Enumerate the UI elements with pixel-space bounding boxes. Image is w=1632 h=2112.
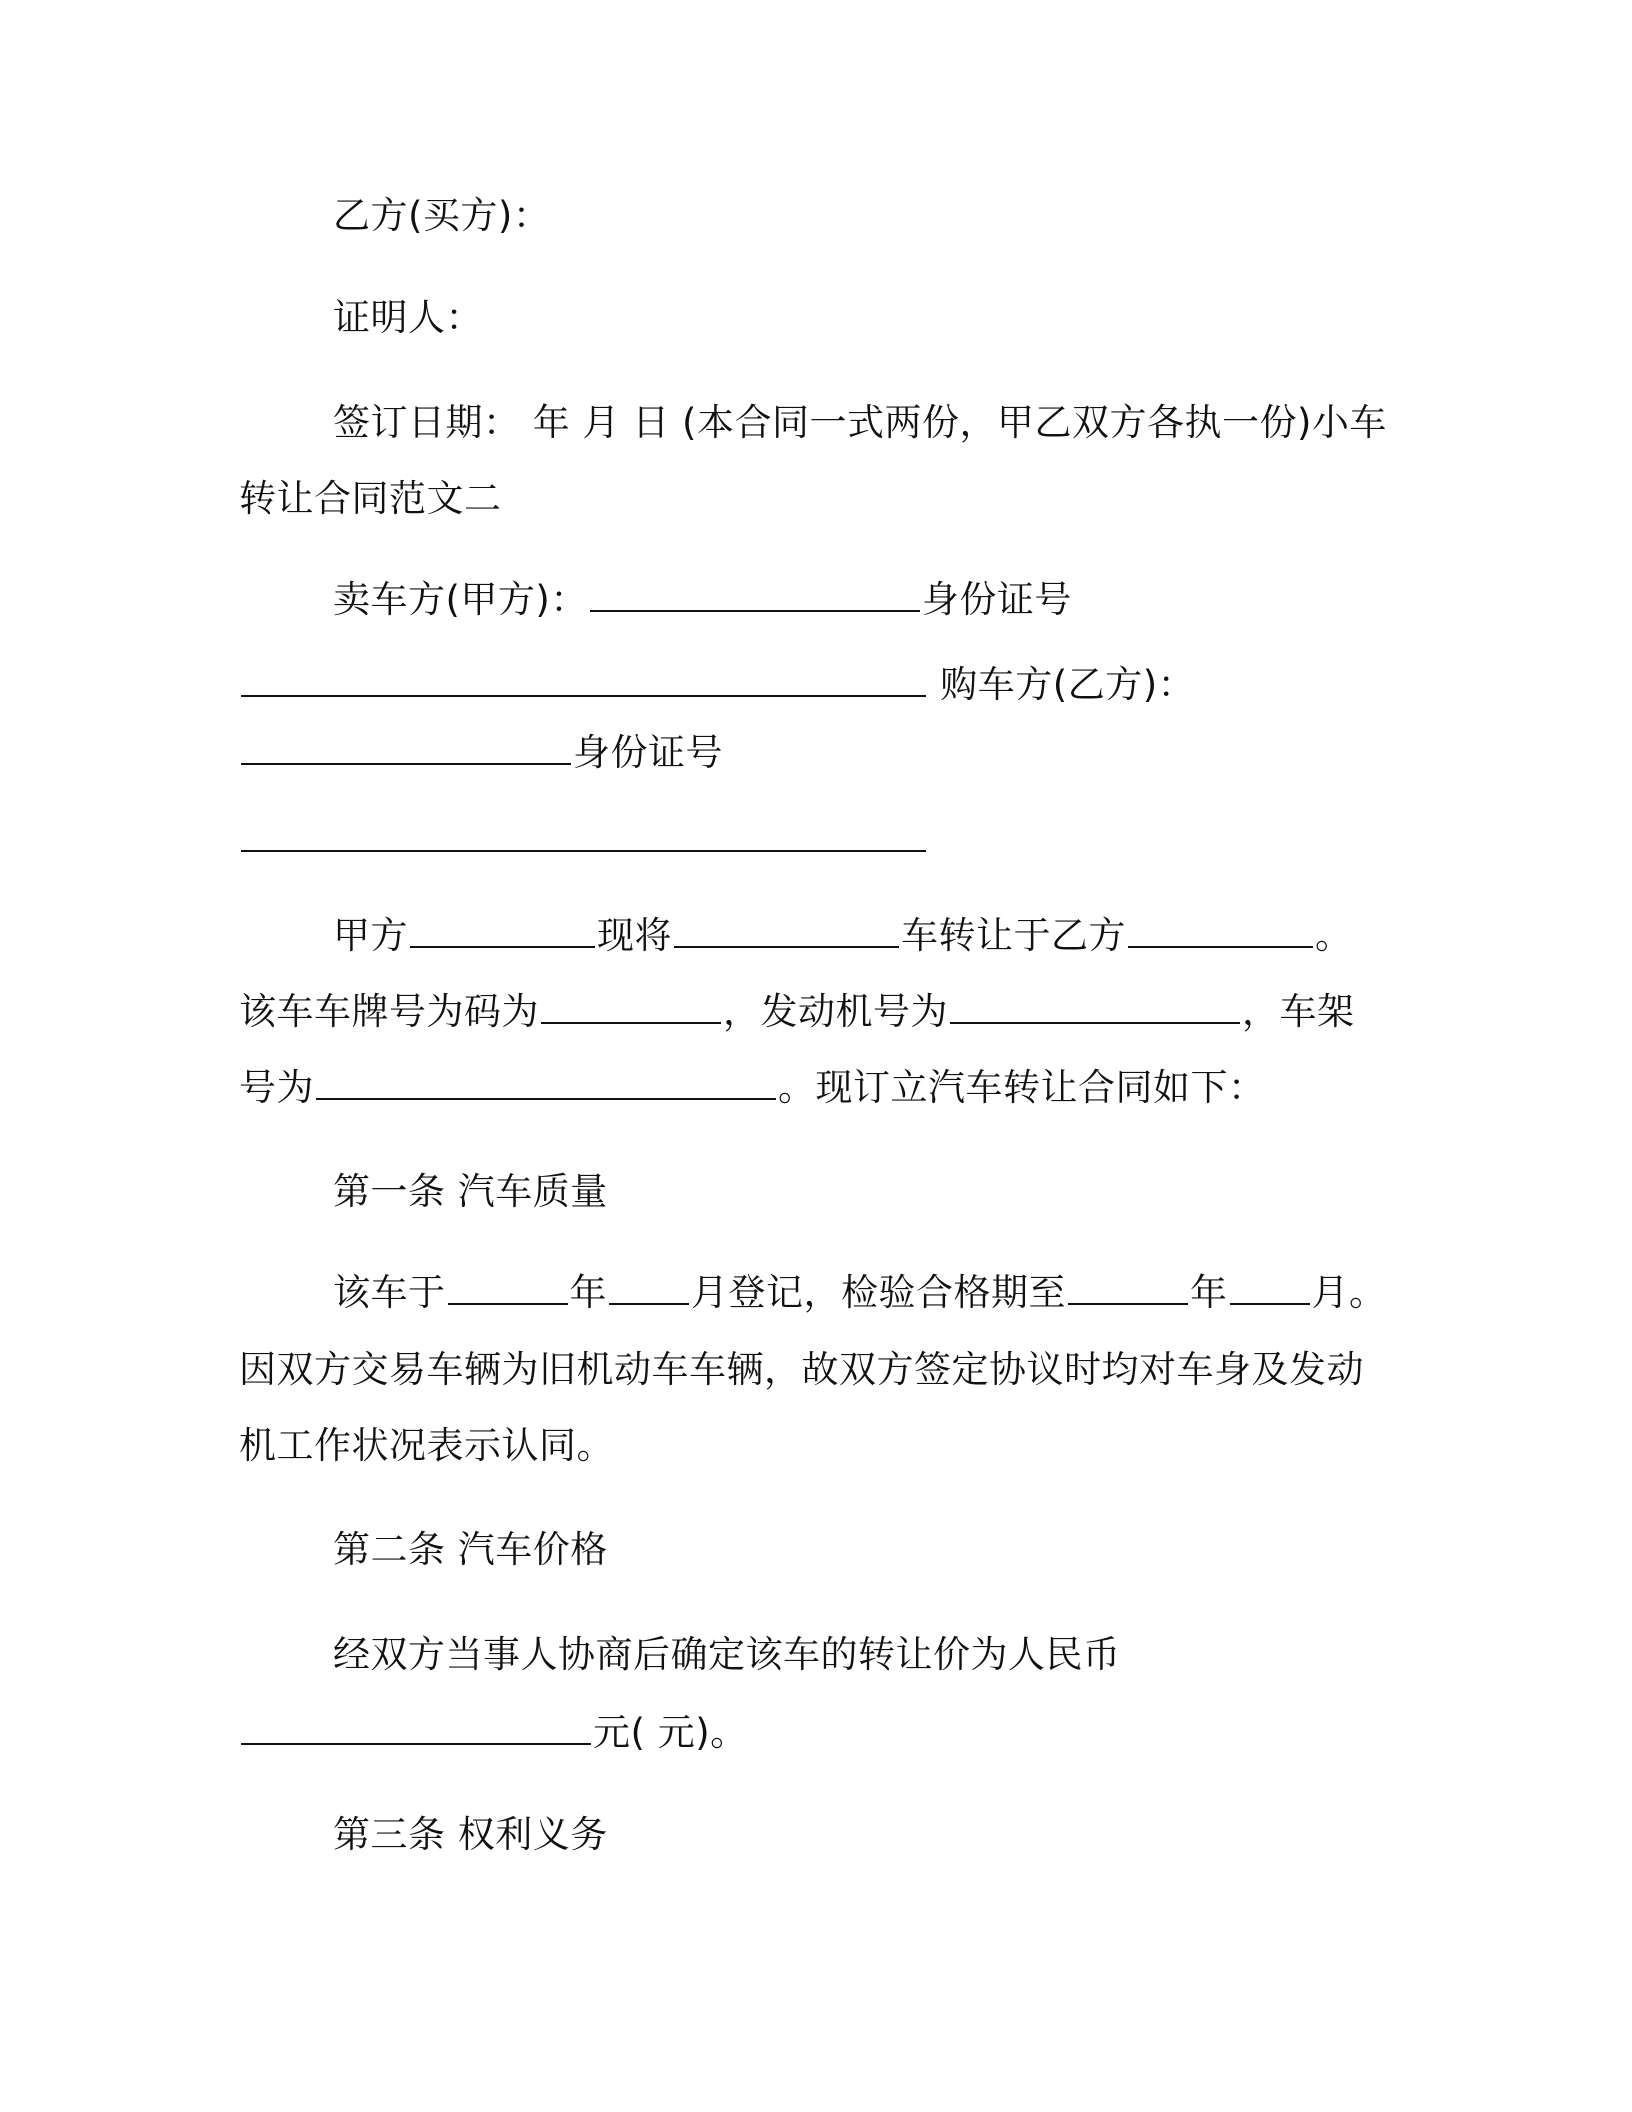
text-segment: 。现订立汽车转让合同如下： (778, 1066, 1266, 1109)
text-segment: 机工作状况表示认同。 (239, 1424, 614, 1467)
buyer-line (239, 663, 1195, 707)
sign-date-line-cont (239, 477, 502, 521)
text-segment: 签订日期： 年 月 日 (本合同一式两份，甲乙双方各执一份)小车 (333, 401, 1387, 444)
text-segment: 元( 元)。 (593, 1711, 748, 1754)
text-segment: 现将 (597, 914, 672, 957)
fill-in-blank (609, 1295, 689, 1305)
text-segment: 转让合同范文二 (239, 477, 502, 520)
fill-in-blank (1068, 1295, 1188, 1305)
fill-in-blank (541, 1014, 721, 1024)
plate-engine-line (239, 990, 1355, 1034)
text-segment: 年 (569, 1271, 607, 1314)
text-segment: 月。 (1311, 1271, 1387, 1314)
text-segment: 第三条 权利义务 (333, 1813, 608, 1856)
fill-in-blank (590, 602, 920, 612)
text-segment: 身份证号 (573, 731, 723, 774)
text-segment: 第一条 汽车质量 (333, 1170, 608, 1213)
fill-in-blank (241, 755, 571, 765)
text-segment: 。 (1315, 914, 1353, 957)
transfer-line (333, 914, 1353, 958)
sign-date-line (333, 401, 1387, 445)
text-segment: 身份证号 (921, 578, 1072, 621)
registration-line (333, 1271, 1387, 1315)
fill-in-blank (316, 1090, 776, 1100)
text-segment: 年 (1190, 1271, 1228, 1314)
text-segment: 因双方交易车辆为旧机动车车辆，故双方签定协议时均对车身及发动 (239, 1348, 1364, 1391)
party-b-line (333, 194, 550, 238)
article-2-heading (333, 1528, 608, 1572)
fill-in-blank (1230, 1295, 1310, 1305)
article-1-heading (333, 1170, 608, 1214)
fill-in-blank (448, 1295, 568, 1305)
seller-line (333, 578, 1072, 622)
text-segment: 该车车牌号为码为 (239, 990, 539, 1033)
text-segment: 第二条 汽车价格 (333, 1528, 608, 1571)
fill-in-blank (241, 1735, 591, 1745)
text-segment: 该车于 (333, 1271, 446, 1314)
text-segment: 号为 (239, 1066, 314, 1109)
fill-in-blank (674, 938, 899, 948)
condition-line-cont (239, 1424, 614, 1468)
fill-in-blank (241, 842, 926, 852)
text-segment: 乙方(买方)： (333, 194, 551, 237)
text-segment: ，车架 (1242, 990, 1355, 1033)
text-segment: 卖车方(甲方)： (333, 578, 588, 621)
buyer-id-blank-line (239, 818, 928, 862)
witness-line (333, 296, 483, 340)
text-segment: ，发动机号为 (723, 990, 948, 1033)
text-segment: 甲方 (333, 914, 408, 957)
text-segment: 经双方当事人协商后确定该车的转让价为人民币 (333, 1633, 1121, 1676)
text-segment: 证明人： (333, 296, 483, 339)
fill-in-blank (1128, 938, 1313, 948)
price-line (333, 1633, 1121, 1677)
frame-line (239, 1066, 1266, 1110)
article-3-heading (333, 1813, 608, 1857)
text-segment: 购车方(乙方)： (928, 663, 1196, 706)
condition-line (239, 1348, 1364, 1392)
fill-in-blank (410, 938, 595, 948)
text-segment: 车转让于乙方 (901, 914, 1126, 957)
text-segment: 月登记，检验合格期至 (691, 1271, 1066, 1314)
fill-in-blank (950, 1014, 1240, 1024)
buyer-id-line (239, 731, 723, 775)
fill-in-blank (241, 687, 926, 697)
price-amount-line (239, 1711, 748, 1755)
